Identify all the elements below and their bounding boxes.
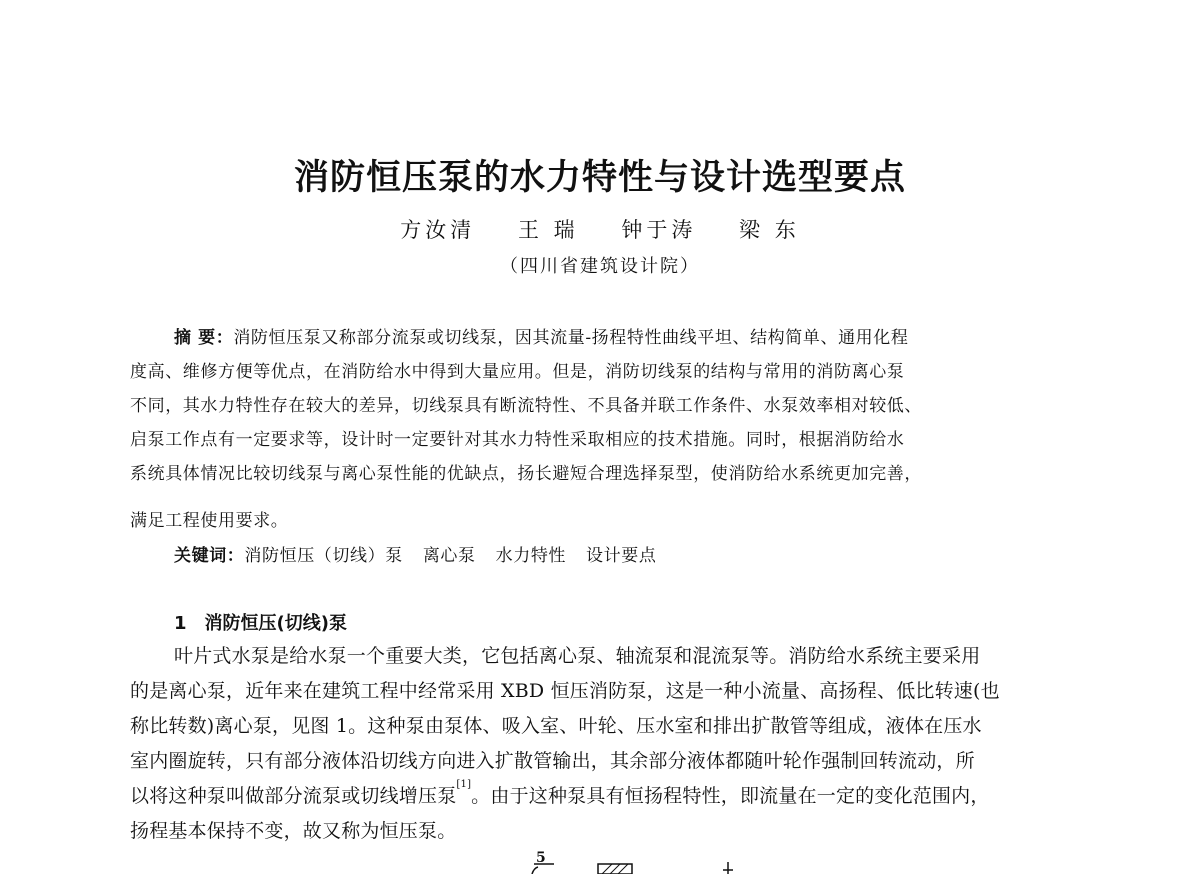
keyword: 离心泵 xyxy=(422,546,476,566)
author-name: 方汝清 xyxy=(400,218,476,242)
abstract-line: 不同，其水力特性存在较大的差异，切线泵具有断流特性、不具备并联工作条件、水泵效率相对较低、 xyxy=(130,396,922,416)
author-list xyxy=(0,214,1200,244)
keyword: 设计要点 xyxy=(586,546,657,566)
body-line: 的是离心泵，近年来在建筑工程中经常采用 XBD 恒压消防泵，这是一种小流量、高扬程、低比转速(也 xyxy=(130,680,1000,702)
body-line: 称比转数)离心泵，见图 1。这种泵由泵体、吸入室、叶轮、压水室和排出扩散管等组成，液体在压水 xyxy=(130,715,982,737)
abstract-line: 摘 要：消防恒压泵又称部分流泵或切线泵，因其流量-扬程特性曲线平坦、结构简单、通用化程 xyxy=(174,328,909,348)
keyword: 水力特性 xyxy=(495,546,567,566)
body-line: 以将这种泵叫做部分流泵或切线增压泵[1]。由于这种泵具有恒扬程特性，即流量在一定的变化范围内， xyxy=(130,779,990,807)
citation: [1] xyxy=(456,779,472,790)
body-line: 叶片式水泵是给水泵一个重要大类，它包括离心泵、轴流泵和混流泵等。消防给水系统主要采用 xyxy=(174,645,981,667)
abstract-label: 摘 要： xyxy=(174,328,234,348)
section-heading: 1 消防恒压(切线)泵 xyxy=(174,613,347,634)
body-line: 扬程基本保持不变，故又称为恒压泵。 xyxy=(130,820,457,842)
figure-label: 5 xyxy=(536,850,546,866)
author-name: 王 瑞 xyxy=(517,218,579,242)
abstract-line: 度高、维修方便等优点，在消防给水中得到大量应用。但是，消防切线泵的结构与常用的消防离心泵 xyxy=(130,362,905,382)
abstract-line: 系统具体情况比较切线泵与离心泵性能的优缺点，扬长避短合理选择泵型，使消防给水系统更加完善， xyxy=(130,464,922,484)
paper-title: 消防恒压泵的水力特性与设计选型要点 xyxy=(293,158,906,198)
affiliation: （四川省建筑设计院） xyxy=(500,256,700,277)
abstract-line: 满足工程使用要求。 xyxy=(130,511,289,531)
body-line: 室内圈旋转，只有部分液体沿切线方向进入扩散管输出，其余部分液体都随叶轮作强制回转流动，所 xyxy=(130,750,975,772)
keyword: 消防恒压（切线）泵 xyxy=(244,546,403,566)
pump-figure-fragment xyxy=(524,862,754,874)
abstract-line: 启泵工作点有一定要求等，设计时一定要针对其水力特性采取相应的技术措施。同时，根据消防给水 xyxy=(130,430,905,450)
keywords-label: 关键词： xyxy=(174,546,245,566)
author-name: 梁 东 xyxy=(739,218,800,242)
author-name: 钟于涛 xyxy=(621,218,697,242)
keywords xyxy=(174,541,656,566)
